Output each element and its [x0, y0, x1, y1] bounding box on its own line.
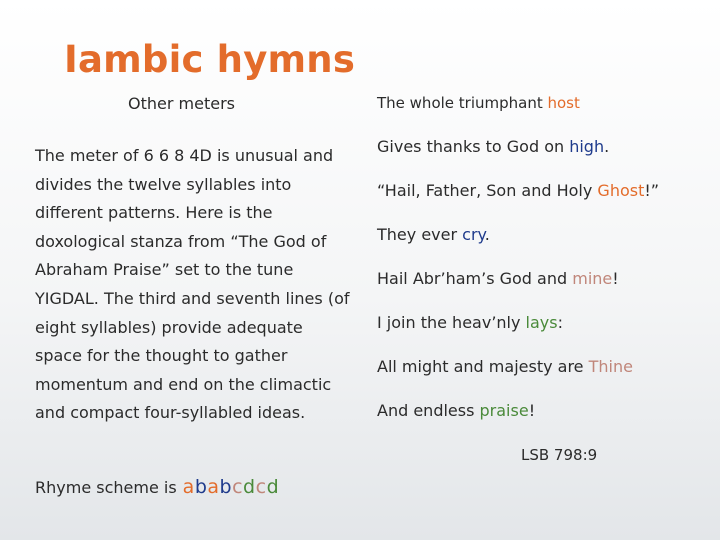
hymn-rhyme-word: lays	[525, 313, 558, 332]
hymn-line-punctuation: !	[528, 401, 536, 420]
hymn-line-text: I join the heav’nly	[377, 313, 526, 332]
hymn-line	[377, 269, 619, 288]
hymn-line-text: Gives thanks to God on	[377, 137, 570, 156]
hymn-line-punctuation: .	[484, 225, 490, 244]
rhyme-letter: d	[243, 476, 256, 498]
hymn-line-text: Hail Abr’ham’s God and	[377, 269, 573, 288]
slide-subtitle: Other meters	[128, 94, 235, 113]
rhyme-scheme	[35, 476, 279, 498]
hymn-line	[377, 225, 490, 244]
rhyme-letter: b	[194, 476, 208, 498]
hymn-rhyme-word: Thine	[588, 357, 633, 376]
hymn-line-punctuation: !”	[644, 181, 660, 200]
hymn-line-punctuation: :	[557, 313, 563, 332]
hymn-rhyme-word: Ghost	[597, 181, 645, 200]
rhyme-letter: c	[255, 476, 267, 498]
hymn-line	[377, 313, 563, 332]
hymn-line-text: “Hail, Father, Son and Holy	[377, 181, 598, 200]
hymn-line-text: They ever	[377, 225, 463, 244]
hymn-source: LSB 798:9	[521, 446, 598, 464]
rhyme-letter: a	[182, 476, 195, 498]
hymn-rhyme-word: cry	[462, 225, 485, 244]
rhyme-letter: a	[207, 476, 220, 498]
rhyme-letter: d	[266, 476, 280, 498]
hymn-line	[377, 401, 535, 420]
slide-title: Iambic hymns	[64, 38, 356, 81]
body-paragraph: The meter of 6 6 8 4D is unusual and divides the twelve syllables into different patterns. Here is the doxological stanza from “The God of Abraham Praise” set to the tune YIGDAL. The third and seventh lines (of eight syllables) provide adequate space for the thought to gather momentum and end on the climactic and compact four-syllabled ideas.	[35, 146, 350, 423]
hymn-line	[377, 94, 580, 112]
hymn-line	[377, 137, 609, 156]
hymn-rhyme-word: host	[547, 94, 580, 112]
hymn-rhyme-word: praise	[479, 401, 529, 420]
hymn-line-text: All might and majesty are	[377, 357, 589, 376]
hymn-rhyme-word: mine	[572, 269, 613, 288]
hymn-line-text: And endless	[377, 401, 480, 420]
rhyme-letter: c	[232, 476, 244, 498]
hymn-line	[377, 181, 659, 200]
hymn-rhyme-word: high	[569, 137, 605, 156]
hymn-line	[377, 357, 633, 376]
hymn-line-punctuation: .	[604, 137, 610, 156]
rhyme-scheme-letters	[183, 476, 279, 498]
hymn-line-text: The whole triumphant	[377, 94, 548, 112]
rhyme-letter: b	[219, 476, 233, 498]
rhyme-scheme-label: Rhyme scheme is	[35, 478, 177, 497]
hymn-line-punctuation: !	[612, 269, 619, 288]
